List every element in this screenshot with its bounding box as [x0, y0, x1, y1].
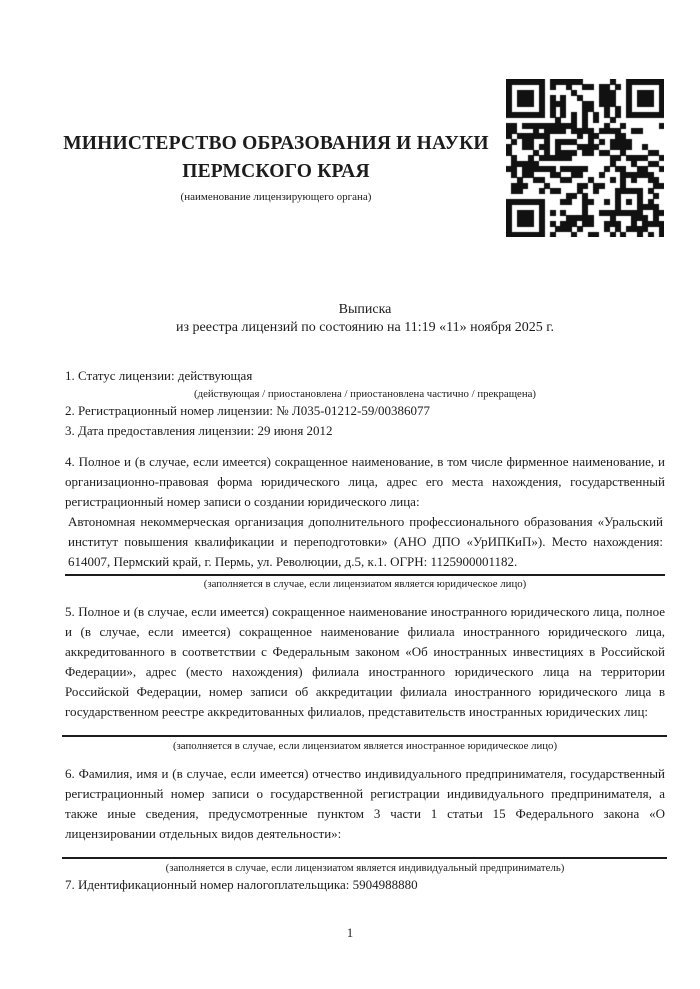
license-status-caption: (действующая / приостановлена / приостановлена частично / прекращена) [194, 388, 536, 400]
foreign-entity-caption: (заполняется в случае, если лицензиатом является иностранное юридическое лицо) [172, 740, 558, 752]
ministry-name-line2: ПЕРМСКОГО КРАЯ [182, 161, 370, 182]
ministry-name-line1: МИНИСТЕРСТВО ОБРАЗОВАНИЯ И НАУКИ [63, 133, 489, 154]
licensing-authority-caption: (наименование лицензирующего органа) [180, 191, 372, 203]
page-number: 1 [346, 926, 354, 940]
document-title-line2: из реестра лицензий по состоянию на 11:19 «11» ноября 2025 г. [176, 320, 554, 335]
entrepreneur-question: 6. Фамилия, имя и (в случае, если имеется) отчество индивидуального предпринимателя, государственный регистрационный номер записи о государственной регистрации индивидуального предпринимателя, а также иные сведения, предусмотренные пунктом 3 части 1 статьи 15 Федерального закона «О лицензировании отдельных видов деятельности»: [65, 766, 665, 841]
item-license-date: 3. Дата предоставления лицензии: 29 июня 2012 [65, 423, 333, 438]
document-title [65, 301, 665, 337]
document-header [60, 130, 492, 204]
entrepreneur-caption: (заполняется в случае, если лицензиатом является индивидуальный предприниматель) [165, 862, 565, 874]
item-foreign-entity [65, 602, 665, 753]
legal-entity-value: Автономная некоммерческая организация дополнительного профессионального образования «Уральский институт повышения квалификации и переподготовки» (АНО ДПО «УрИПКиП»). Место нахождения: 614007, Пермский край, г. Пермь, ул. Революции, д.5, к.1. ОГРН: 1125900001182. [65, 512, 665, 576]
item-license-status [65, 366, 665, 401]
item-taxpayer-number: 7. Идентификационный номер налогоплательщика: 5904988880 [65, 877, 418, 892]
license-status-text: 1. Статус лицензии: действующая [65, 368, 253, 383]
legal-entity-caption: (заполняется в случае, если лицензиатом является юридическое лицо) [203, 578, 527, 590]
licensing-authority-name [60, 130, 492, 186]
item-individual-entrepreneur [65, 764, 665, 875]
document-title-line1: Выписка [338, 302, 392, 317]
entrepreneur-blank-field [62, 844, 667, 859]
foreign-entity-blank-field [62, 722, 667, 737]
legal-entity-question: 4. Полное и (в случае, если имеется) сокращенное наименование, в том числе фирменное наименование, и организационно-правовая форма юридического лица, адрес его места нахождения, государственный регистрационный номер записи о создании юридического лица: [65, 454, 665, 509]
item-legal-entity [65, 452, 665, 591]
qr-code-icon [506, 79, 664, 237]
item-registration-number: 2. Регистрационный номер лицензии: № Л035-01212-59/00386077 [65, 403, 431, 418]
foreign-entity-question: 5. Полное и (в случае, если имеется) сокращенное наименование иностранного юридического лица, полное и (в случае, если имеется) сокращенное наименование филиала иностранного юридического лица, аккредитованного в соответствии с Федеральным законом «Об иностранных инвестициях в Российской Федерации», адрес (место нахождения) филиала иностранного юридического лица на территории Российской Федерации, номер записи об аккредитации филиала иностранного юридического лица в государственном реестре аккредитованных филиалов, представительств иностранных юридических лиц: [65, 604, 665, 719]
document-body [65, 366, 665, 895]
